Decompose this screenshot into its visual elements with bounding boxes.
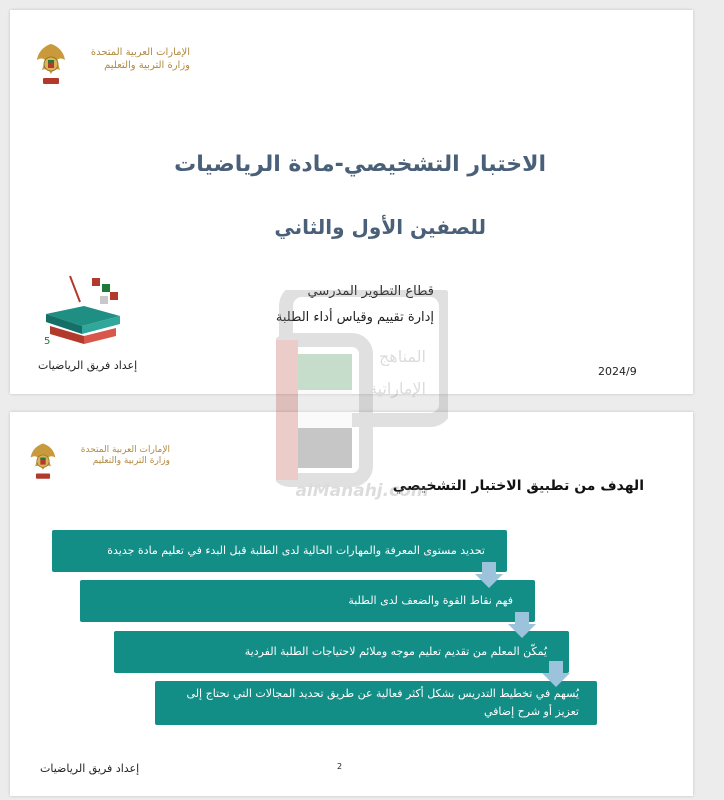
down-arrow-icon [542, 661, 570, 687]
watermark-line-2: الإماراتية [368, 379, 426, 398]
down-arrow-icon [475, 562, 503, 588]
goal-heading: الهدف من تطبيق الاختبار التشخيصي [392, 478, 644, 494]
goal-step-2: فهم نقاط القوة والضعف لدى الطلبة [80, 580, 535, 622]
prepared-by: إعداد فريق الرياضيات [40, 762, 140, 775]
watermark-logo [276, 290, 448, 500]
goal-step-4: يُسهم في تخطيط التدريس بشكل أكثر فعالية عن طريق تحديد المجالات التي نحتاج إلى تعزيز أو شرح إضافي [155, 681, 597, 725]
down-arrow-icon [508, 612, 536, 638]
watermark-site: alManahj.com [295, 481, 429, 500]
presentation-subtitle: للصفين الأول والثاني [274, 215, 486, 239]
ministry-line-1: الإمارات العربية المتحدة [90, 47, 190, 58]
presentation-title: الاختبار التشخيصي-مادة الرياضيات [174, 152, 546, 177]
uae-emblem-icon [32, 40, 70, 90]
goal-step-1: تحديد مستوى المعرفة والمهارات الحالية لدى الطلبة قبل البدء في تعليم مادة جديدة [52, 530, 507, 572]
ministry-line-1: الإمارات العربية المتحدة [80, 445, 170, 455]
goal-step-3: يُمكّن المعلم من تقديم تعليم موجه وملائم لاحتياجات الطلبة الفردية [114, 631, 569, 673]
slide-date: 2024/9 [598, 365, 637, 378]
svg-text:5: 5 [44, 336, 51, 347]
department-name: إدارة تقييم وقياس أداء الطلبة [275, 310, 434, 325]
books-illustration [40, 272, 130, 352]
watermark-line-1: المناهج [378, 347, 426, 366]
prepared-by: إعداد فريق الرياضيات [38, 359, 138, 372]
ministry-line-2: وزارة التربية والتعليم [92, 456, 170, 467]
ministry-line-2: وزارة التربية والتعليم [104, 59, 190, 71]
ministry-name [72, 47, 190, 72]
sector-name: قطاع التطوير المدرسي [307, 284, 434, 299]
page-number: 2 [337, 762, 343, 771]
ministry-name [62, 445, 170, 468]
uae-emblem-icon [26, 440, 60, 484]
